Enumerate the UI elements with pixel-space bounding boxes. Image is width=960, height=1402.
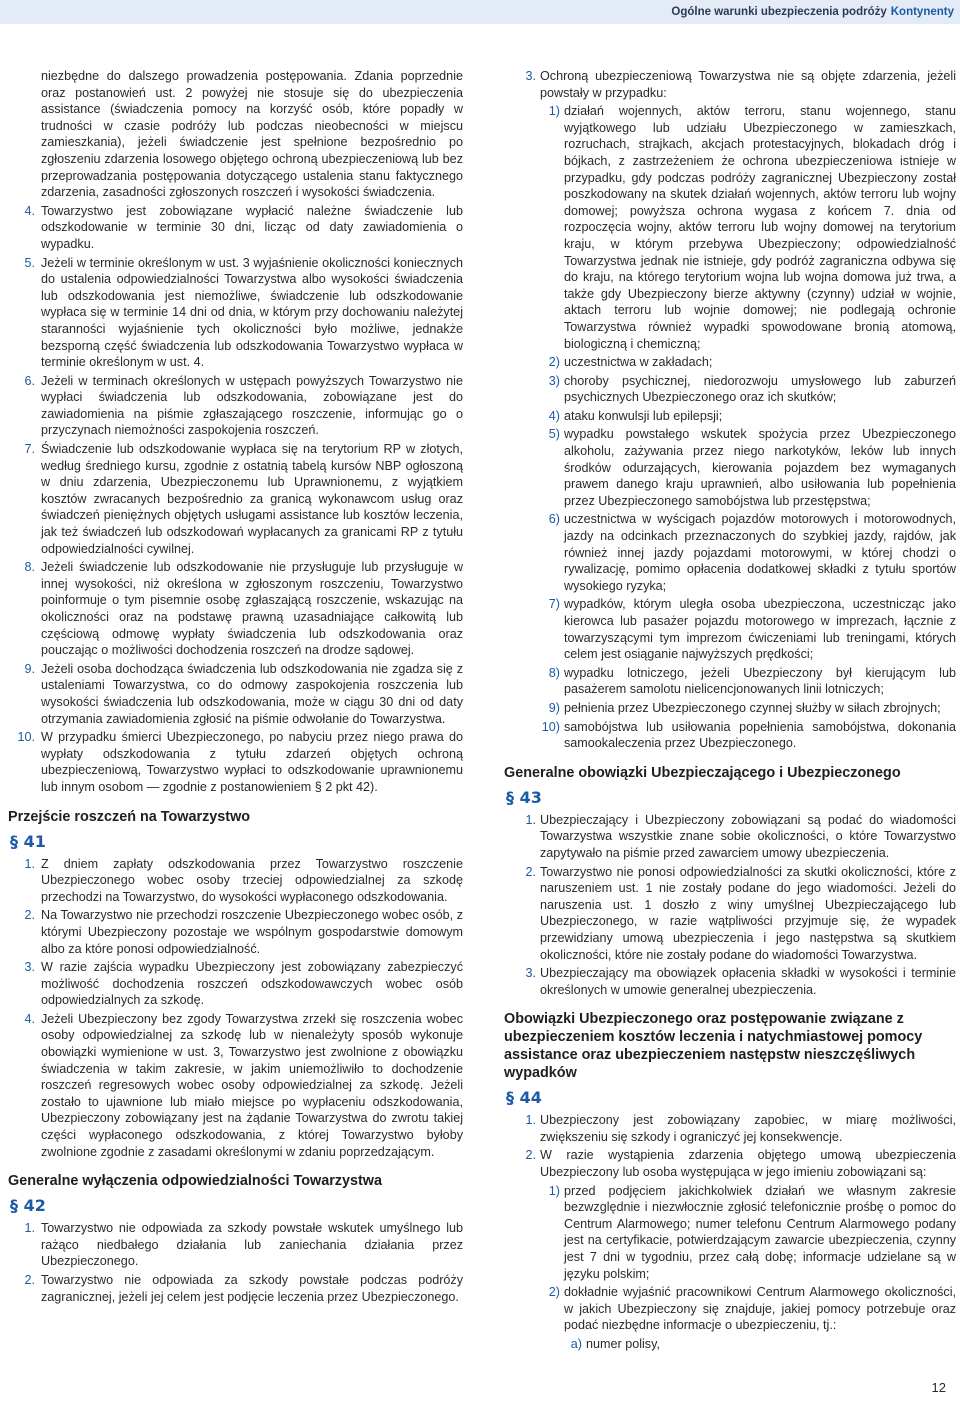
item-text: W razie wystąpienia zdarzenia objętego umową ubezpieczenia Ubezpieczony lub osoba występująca w jego imieniu zobowiązani są: bbox=[540, 1148, 956, 1180]
item-text: wypadku lotniczego, jeżeli Ubezpieczony był kierującym lub pasażerem samolotu nielicencjonowanych linii lotniczych; bbox=[564, 665, 956, 697]
item-number: 2. bbox=[24, 908, 35, 923]
item-number: 7) bbox=[548, 597, 560, 612]
header-brand: Kontynenty bbox=[890, 6, 954, 18]
list-item bbox=[8, 203, 463, 253]
item-number: 3. bbox=[525, 69, 536, 83]
item-text: dokładnie wyjaśnić pracownikowi Centrum Alarmowego okoliczności, w jakich Ubezpieczony się znajduje, jakiej pomocy potrzebuje oraz podać niezbędne informacje o ubezpieczeniu, tj.: bbox=[564, 1285, 956, 1333]
left-column bbox=[8, 68, 463, 1307]
item-text: przed podjęciem jakichkolwiek działań we własnym zakresie bezwzględnie i niezwłocznie zgłosić telefonicznie prośbę o pomoc do Centrum Alarmowego; numer telefonu Centrum Alarmowego podany jest na certyfikacie, potwierdzającym zawarcie ubezpieczenia, czynny jest 7 dni w tygodniu, przez całą dobę; informacje udzielane są w języku polskim; bbox=[564, 1183, 956, 1281]
item-number: 2) bbox=[548, 1285, 560, 1300]
item-text: Towarzystwo jest zobowiązane wypłacić należne świadczenie lub odszkodowanie w terminie 30 dni, licząc od daty zawiadomienia o wypadku. bbox=[41, 203, 463, 251]
item-text: pełnienia przez Ubezpieczonego czynnej służby w siłach zbrojnych; bbox=[564, 700, 941, 715]
sub-list-item bbox=[524, 373, 956, 406]
right-column bbox=[504, 68, 956, 1355]
item-number: 5) bbox=[548, 427, 560, 442]
item-number: 3. bbox=[525, 966, 536, 981]
list-item bbox=[8, 441, 463, 557]
list-item bbox=[8, 559, 463, 659]
list-item bbox=[504, 1112, 956, 1145]
item-number: 4) bbox=[548, 408, 560, 423]
item-number: 1. bbox=[24, 1221, 35, 1236]
item-text: uczestnictwa w zakładach; bbox=[564, 355, 713, 370]
sub-list-item bbox=[524, 596, 956, 662]
list-item bbox=[8, 1220, 463, 1270]
list-item bbox=[8, 729, 463, 795]
item-number: 3. bbox=[24, 960, 35, 975]
list-item bbox=[8, 661, 463, 727]
item-text: Z dniem zapłaty odszkodowania przez Towarzystwo roszczenie Ubezpieczonego wobec osoby trzeciej odpowiedzialnej za szkodę przechodzi na Towarzystwo, do wysokości wypłaconego odszkodowania. bbox=[41, 856, 463, 904]
item-number: 1. bbox=[525, 1113, 536, 1128]
item-text: Towarzystwo nie ponosi odpowiedzialności za skutki okoliczności, które z naruszeniem ust. 1 nie zostały podane do jego wiadomości. Jeżeli do naruszenia ust. 1 doszło z winy umyślnej Ubezpieczającego lub Ubezpieczonego, w razie wątpliwości przyjmuje się, że wypadek przewidziany umową ubezpieczenia i jego następstwa są skutkiem okoliczności, które nie zostały podane do wiadomości Towarzystwa. bbox=[540, 864, 956, 962]
section-heading-41: Przejście roszczeń na Towarzystwo bbox=[8, 808, 251, 825]
item-text: Towarzystwo nie odpowiada za szkody powstałe wskutek umyślnego lub rażąco niedbałego działania lub zaniechania działania przez Ubezpieczonego. bbox=[41, 1221, 463, 1269]
item-text: W razie zajścia wypadku Ubezpieczony jest zobowiązany zabezpieczyć możliwość dochodzenia roszczeń odszkodowawczych wobec osób odpowiedzialnych za szkodę. bbox=[41, 960, 463, 1008]
item-text: Jeżeli w terminach określonych w ustępach powyższych Towarzystwo nie wypłaci świadczenia lub odszkodowania, zobowiązane jest do zawiadomienia na piśmie zgłaszającego roszczenie, informując go o przyczynach niemożności zaspokojenia roszczeń. bbox=[41, 373, 463, 438]
item-text: Jeżeli osoba dochodząca świadczenia lub odszkodowania nie zgadza się z ustaleniami Towarzystwa, co do odmowy zaspokojenia roszczenia lub wysokości świadczenia lub odszkodowania, może w ciągu 30 dni od daty otrzymania zawiadomienia zgłosić na piśmie odwołanie do Towarzystwa. bbox=[41, 661, 463, 726]
section-heading-44: Obowiązki Ubezpieczonego oraz postępowanie związane z ubezpieczeniem kosztów leczenia i natychmiastowej pomocy assistance oraz ubezpieczeniem następstw nieszczęśliwych wypadków bbox=[504, 1011, 923, 1082]
item-number: 10. bbox=[17, 730, 35, 745]
item-text: Ubezpieczony jest zobowiązany zapobiec, w miarę możliwości, zwiększeniu się szkody i ograniczyć jej konsekwencje. bbox=[540, 1113, 956, 1144]
item-number: 2. bbox=[24, 1273, 35, 1287]
item-number: 4. bbox=[24, 1011, 35, 1026]
item-text: Jeżeli świadczenie lub odszkodowanie nie przysługuje lub przysługuje w innej wysokości, niż określona w zgłoszonym roszczeniu, Towarzystwo poinformuje o tym pisemnie osobę zgłaszającą roszczenie, wskazując na okoliczności oraz na podstawę prawną uzasadniające całkowitą lub częściową odmowę wypłaty świadczenia lub odszkodowania oraz pouczając o możliwości dochodzenia roszczeń na drodze sądowej. bbox=[41, 560, 463, 658]
item-number: 10) bbox=[541, 719, 560, 734]
sub-list-item bbox=[524, 408, 956, 425]
item-number: a) bbox=[570, 1337, 582, 1351]
list-item bbox=[504, 68, 956, 101]
sub-list-item bbox=[524, 665, 956, 698]
sub-list-item bbox=[524, 1183, 956, 1283]
sub-list-item bbox=[524, 719, 956, 752]
list-item bbox=[8, 959, 463, 1009]
item-number: 1) bbox=[548, 104, 560, 119]
sub-list-item bbox=[524, 511, 956, 594]
item-number: 8) bbox=[548, 665, 560, 680]
page-number: 12 bbox=[931, 1380, 946, 1395]
item-number: 6) bbox=[548, 512, 560, 527]
list-item bbox=[8, 373, 463, 439]
item-number: 9. bbox=[24, 661, 35, 676]
list-item bbox=[8, 1272, 463, 1305]
intro-paragraph: niezbędne do dalszego prowadzenia postępowania. Zdania poprzednie oraz postanowień ust. 2 powyżej nie stosuje się do ubezpieczenia assistance (świadczenia pomocy na korzyść osób, które popadły w trudności w czasie podróży lub podczas nieobecności w miejscu zamieszkania), jeżeli świadczenie jest spełnione bezpośrednio po zgłoszeniu zdarzenia losowego objętego ochroną ubezpieczeniową lub bez przeprowadzania postępowania dotyczącego ustalenia stanu faktycznego zdarzenia, zasadności zgłoszonych roszczeń i wysokości świadczenia. bbox=[41, 69, 463, 200]
item-text: wypadku powstałego wskutek spożycia przez Ubezpieczonego alkoholu, zażywania przez niego narkotyków, leków lub innych środków odurzających, kierowania pojazdem bez wymaganych prawem danego kraju uprawnień, albo usiłowania lub popełnienia przez Ubezpieczonego samobójstwa lub przestępstwa; bbox=[564, 427, 956, 508]
item-number: 9) bbox=[548, 700, 560, 715]
item-text: Ubezpieczający ma obowiązek opłacenia składki w wysokości i terminie określonych w umowie generalnej ubezpieczenia. bbox=[540, 966, 956, 997]
item-text: Świadczenie lub odszkodowanie wypłaca się na terytorium RP w złotych, według średniego kursu, zgodnie z ostatnią tabelą kursów NBP ogłoszoną w dniu zdarzenia, Ubezpieczonemu lub Uprawnionemu, z wyjątkiem kosztów zwracanych bezpośrednio za granicą wykonawcom usług oraz świadczeń pieniężnych objętych usługami assistance lub kosztów leczenia, jak też świadczeń lub odszkodowań wypłacanych za granicami RP z tytułu odpowiedzialności cywilnej. bbox=[41, 442, 463, 556]
paragraph-sign-43: § 43 bbox=[506, 787, 542, 807]
item-text: Jeżeli w terminie określonym w ust. 3 wyjaśnienie okoliczności koniecznych do ustalenia odpowiedzialności Towarzystwa albo wysokości świadczenia lub odszkodowania jest niemożliwe, świadczenie lub odszkodowanie wypłaca się w terminie 14 dni od dnia, w którym przy dochowaniu należytej staranności wyjaśnienie tych okoliczności było możliwe, jednakże bezsporną część świadczenia lub odszkodowania Towarzystwo wypłaca w terminie określonym w ust. 4. bbox=[41, 255, 463, 370]
item-text: Ubezpieczający i Ubezpieczony zobowiązani są podać do wiadomości Towarzystwa wszystkie znane sobie okoliczności, o które Towarzystwo zapytywało na piśmie przed zawarciem umowy ubezpieczenia. bbox=[540, 812, 956, 860]
item-number: 1. bbox=[24, 856, 35, 871]
item-number: 2. bbox=[525, 864, 536, 879]
item-text: Towarzystwo nie odpowiada za szkody powstałe podczas podróży zagranicznej, jeżeli jej celem jest podjęcie leczenia przez Ubezpieczonego. bbox=[41, 1273, 463, 1304]
item-number: 5. bbox=[24, 255, 35, 270]
item-number: 7. bbox=[24, 442, 35, 457]
item-text: wypadków, którym uległa osoba ubezpieczona, uczestnicząc jako kierowca lub pasażer pojazdu motorowego w imprezach, łącznie z towarzyszącymi tym imprezom ćwiczeniami lub treningami, których celem jest osiąganie najwyższych prędkości; bbox=[564, 597, 956, 662]
sub-list-item bbox=[524, 700, 956, 717]
sub-list-item bbox=[524, 426, 956, 509]
sub-sub-list-item bbox=[556, 1336, 956, 1353]
item-number: 1. bbox=[525, 812, 536, 827]
list-item bbox=[8, 255, 463, 371]
item-number: 6. bbox=[24, 373, 35, 388]
item-text: choroby psychicznej, niedorozwoju umysłowego lub zaburzeń psychicznych Ubezpieczonego oraz ich skutków; bbox=[564, 373, 956, 405]
paragraph-sign-41: § 41 bbox=[10, 831, 46, 851]
list-item bbox=[504, 1147, 956, 1180]
paragraph-sign-42: § 42 bbox=[10, 1196, 46, 1216]
item-number: 3) bbox=[548, 373, 560, 388]
header-title: Ogólne warunki ubezpieczenia podróży bbox=[671, 6, 887, 18]
item-text: działań wojennych, aktów terroru, stanu wojennego, stanu wyjątkowego lub udziału Ubezpieczonego w zamieszkach, rozruchach, strajkach, akcjach protestacyjnych, blokadach dróg i bójkach, z zastrzeżeniem że ochrona ubezpieczeniowa istnieje w przypadku, gdy podczas podróży zagranicznej Ubezpieczony został poszkodowany na skutek działań wojennych, aktów terroru lub wojny domowej; powyższa ochrona wygasa z końcem 7. dnia od rozpoczęcia wojny, aktów terroru lub wojny domowej na terytorium kraju, w którym przebywa Ubezpieczony; odpowiedzialność Towarzystwa jednak nie istnieje, gdy podróż zagraniczna odbywa się do kraju, na którego terytorium wojna lub wojna domowa już trwa, a także gdy Ubezpieczony bierze aktywny (czynny) udział w wojnie, aktach terroru lub wojnie domowej; nie podlegają ochronie Towarzystwa również wypadki spowodowane bronią atomową, biologiczną i chemiczną; bbox=[564, 104, 956, 351]
sub-list-item bbox=[524, 103, 956, 352]
item-text: Jeżeli Ubezpieczony bez zgody Towarzystwa zrzekł się roszczenia wobec osoby odpowiedzialnej za szkodę lub w nienależyty sposób wykonuje obowiązki wymienione w ust. 3, Towarzystwo jest zwolnione z obowiązku świadczenia w takim zakresie, w jakim uniemożliwiło to dochodzenie roszczeń regresowych wobec osoby odpowiedzialnej za szkodę. Jeżeli zostało to ujawnione lub miało miejsce po wypłaceniu odszkodowania, Ubezpieczony zobowiązany jest na żądanie Towarzystwa do zwrotu takiej części wypłaconego odszkodowania, z której Towarzystwo byłoby zwolnione zgodnie z zasadami określonymi w zdaniu poprzedzającym. bbox=[41, 1011, 463, 1159]
item-number: 1) bbox=[548, 1183, 560, 1198]
list-item bbox=[8, 907, 463, 957]
item-text: Na Towarzystwo nie przechodzi roszczenie Ubezpieczonego wobec osób, z którymi Ubezpieczony pozostaje we wspólnym gospodarstwie domowym albo za które ponosi odpowiedzialność. bbox=[41, 908, 463, 956]
item-text: Ochroną ubezpieczeniową Towarzystwa nie są objęte zdarzenia, jeżeli powstały w przypadku: bbox=[540, 69, 956, 100]
list-item bbox=[8, 856, 463, 906]
item-text: W przypadku śmierci Ubezpieczonego, po nabyciu przez niego prawa do wypłaty odszkodowania z tytułu zdarzeń objętych ochroną ubezpieczeniową, Towarzystwo wypłaci to odszkodowanie uprawnionemu lub innym osobom — zgodnie z postanowieniem § 2 pkt 42). bbox=[41, 730, 463, 794]
sub-list-item bbox=[524, 1284, 956, 1334]
page-header bbox=[0, 0, 960, 24]
item-number: 2. bbox=[525, 1148, 536, 1163]
list-item bbox=[504, 812, 956, 862]
item-text: ataku konwulsji lub epilepsji; bbox=[564, 408, 723, 423]
item-number: 8. bbox=[24, 560, 35, 575]
list-item bbox=[8, 1011, 463, 1160]
paragraph-sign-44: § 44 bbox=[506, 1088, 542, 1108]
list-item bbox=[504, 965, 956, 998]
item-text: uczestnictwa w wyścigach pojazdów motorowych i motorowodnych, jazdy na odcinkach przeznaczonych do szybkiej jazdy, rajdów, jak również innej jazdy pojazdami motorowymi, w której chodzi o rywalizację, pomimo opłacenia dodatkowej składki z tytułu sportów wysokiego ryzyka; bbox=[564, 512, 956, 593]
item-text: numer polisy, bbox=[586, 1337, 660, 1351]
item-number: 2) bbox=[548, 355, 560, 370]
sub-list-item bbox=[524, 354, 956, 371]
section-heading-43: Generalne obowiązki Ubezpieczającego i Ubezpieczonego bbox=[504, 764, 901, 781]
item-text: samobójstwa lub usiłowania popełnienia samobójstwa, dokonania samookaleczenia przez Ubezpieczonego. bbox=[564, 719, 956, 751]
list-item bbox=[504, 864, 956, 964]
section-heading-42: Generalne wyłączenia odpowiedzialności Towarzystwa bbox=[8, 1173, 383, 1190]
item-number: 4. bbox=[24, 203, 35, 218]
